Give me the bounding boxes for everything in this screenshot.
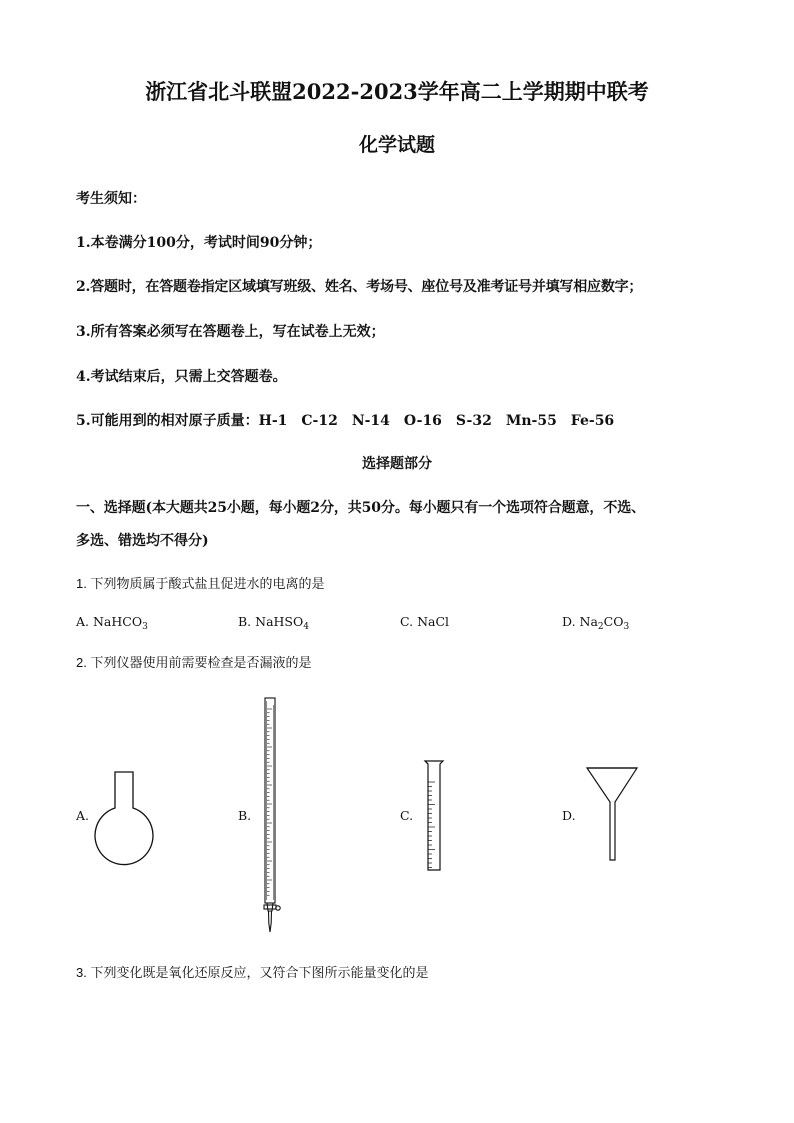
page-subtitle: 化学试题 [358,134,435,156]
burette-icon [256,695,288,935]
notice-heading: 考生须知： [76,191,146,207]
q2-option-c-label: C. [400,808,414,823]
q2-option-b-label: B. [238,808,252,823]
part1-instruction-line1: 一、选择题(本大题共25小题，每小题2分，共50分。每小题只有一个选项符合题意，不选、 [76,500,646,516]
page-title: 浙江省北斗联盟2022-2023学年高二上学期期中联考 [145,79,649,104]
volumetric-flask-icon [96,770,160,862]
q3-stem: 3. 下列变化既是氧化还原反应，又符合下图所示能量变化的是 [76,965,429,980]
q2-stem: 2. 下列仪器使用前需要检查是否漏液的是 [76,655,312,670]
section-title: 选择题部分 [362,456,432,472]
notice-item-3: 3.所有答案必须写在答题卷上，写在试卷上无效； [76,324,385,340]
notice-item-4: 4.考试结束后，只需上交答题卷。 [76,369,287,385]
graduated-cylinder-icon [422,758,452,874]
notice-item-5: 5.可能用到的相对原子质量：H-1 C-12 N-14 O-16 S-32 Mn-55 Fe-56 [76,413,615,429]
q1-option-b: B. NaHSO$_4$ [238,614,309,632]
part1-instruction-line2: 多选、错选均不得分) [76,533,209,549]
q1-option-d: D. $Na_2CO_3$ [562,614,630,632]
q1-stem: 1. 下列物质属于酸式盐且促进水的电离的是 [76,576,325,591]
notice-item-1: 1.本卷满分100分，考试时间90分钟； [76,235,322,251]
q1-option-a: A. NaHCO$_3$ [76,614,148,632]
notice-item-2: 2.答题时，在答题卷指定区域填写班级、姓名、考场号、座位号及准考证号并填写相应数字； [76,279,643,295]
funnel-icon [584,766,642,864]
q1-option-c: C. NaCl [400,614,450,629]
q2-option-d-label: D. [562,808,576,823]
q2-option-a-label: A. [76,808,90,823]
